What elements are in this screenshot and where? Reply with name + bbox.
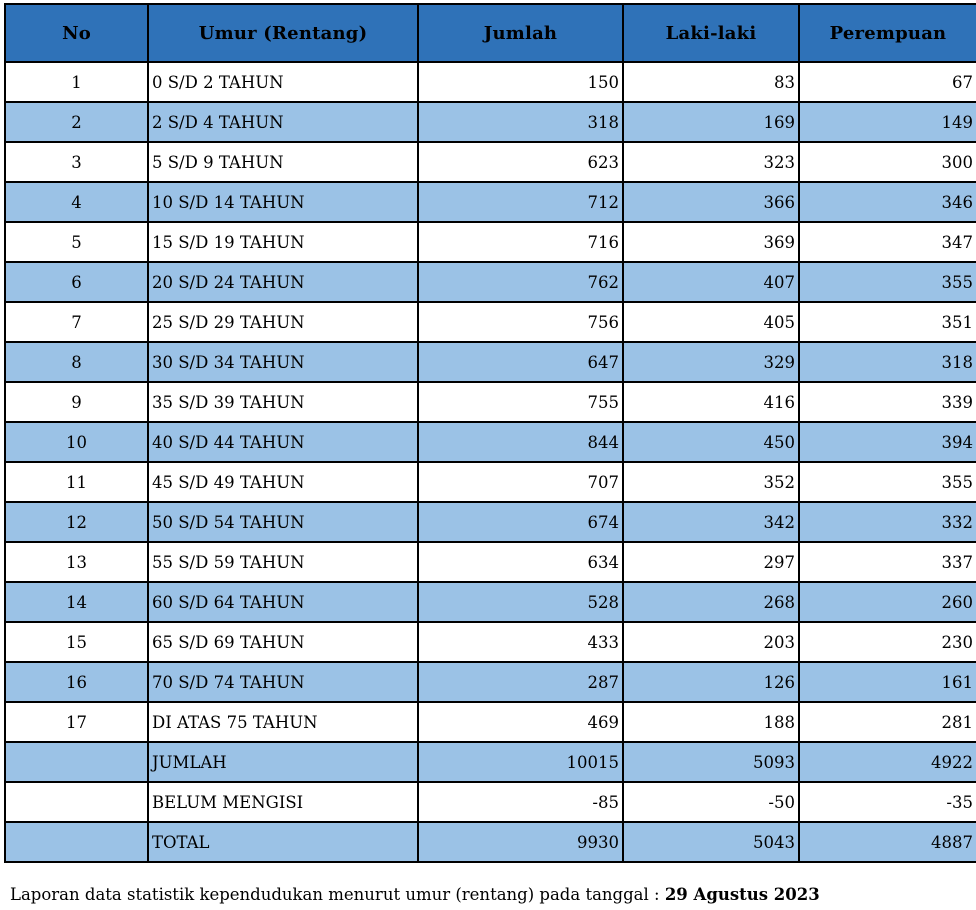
table-header-row (5, 4, 976, 62)
cell-no: 4 (5, 182, 148, 222)
cell-age-range: 5 S/D 9 TAHUN (148, 142, 418, 182)
cell-total: 528 (418, 582, 623, 622)
cell-total: 674 (418, 502, 623, 542)
cell-total: 716 (418, 222, 623, 262)
table-row (5, 822, 976, 862)
cell-female: 394 (799, 422, 976, 462)
cell-no: 3 (5, 142, 148, 182)
cell-no (5, 822, 148, 862)
table-row (5, 422, 976, 462)
cell-no: 13 (5, 542, 148, 582)
table-row (5, 782, 976, 822)
cell-no (5, 742, 148, 782)
header-age-range: Umur (Rentang) (148, 4, 418, 62)
cell-total: 844 (418, 422, 623, 462)
cell-male: 342 (623, 502, 799, 542)
caption-text: Laporan data statistik kependudukan menurut umur (rentang) pada tanggal : (10, 885, 665, 904)
header-no: No (5, 4, 148, 62)
cell-age-range: DI ATAS 75 TAHUN (148, 702, 418, 742)
table-row (5, 302, 976, 342)
cell-female: 149 (799, 102, 976, 142)
cell-age-range: 70 S/D 74 TAHUN (148, 662, 418, 702)
cell-age-range: 60 S/D 64 TAHUN (148, 582, 418, 622)
cell-male: 323 (623, 142, 799, 182)
cell-female: 355 (799, 462, 976, 502)
cell-age-range: 15 S/D 19 TAHUN (148, 222, 418, 262)
cell-age-range: 25 S/D 29 TAHUN (148, 302, 418, 342)
table-row (5, 382, 976, 422)
cell-male: -50 (623, 782, 799, 822)
table-row (5, 222, 976, 262)
cell-no: 14 (5, 582, 148, 622)
table-row (5, 702, 976, 742)
cell-female: 67 (799, 62, 976, 102)
cell-male: 416 (623, 382, 799, 422)
cell-female: 260 (799, 582, 976, 622)
cell-age-range: 45 S/D 49 TAHUN (148, 462, 418, 502)
cell-male: 450 (623, 422, 799, 462)
cell-male: 268 (623, 582, 799, 622)
cell-female: 339 (799, 382, 976, 422)
cell-male: 188 (623, 702, 799, 742)
cell-total: 623 (418, 142, 623, 182)
table-row (5, 182, 976, 222)
cell-total: 647 (418, 342, 623, 382)
cell-total: 712 (418, 182, 623, 222)
cell-total: 10015 (418, 742, 623, 782)
cell-male: 329 (623, 342, 799, 382)
table-row (5, 582, 976, 622)
cell-female: 337 (799, 542, 976, 582)
cell-age-range: 65 S/D 69 TAHUN (148, 622, 418, 662)
cell-male: 126 (623, 662, 799, 702)
table-row (5, 662, 976, 702)
cell-no: 11 (5, 462, 148, 502)
table-body (5, 62, 976, 862)
cell-no: 17 (5, 702, 148, 742)
cell-female: 300 (799, 142, 976, 182)
cell-no: 2 (5, 102, 148, 142)
cell-no: 16 (5, 662, 148, 702)
cell-no (5, 782, 148, 822)
cell-age-range: TOTAL (148, 822, 418, 862)
cell-total: 150 (418, 62, 623, 102)
table-row (5, 502, 976, 542)
cell-total: 634 (418, 542, 623, 582)
cell-total: 469 (418, 702, 623, 742)
cell-female: 347 (799, 222, 976, 262)
cell-no: 7 (5, 302, 148, 342)
cell-female: 4887 (799, 822, 976, 862)
table-row (5, 102, 976, 142)
cell-no: 9 (5, 382, 148, 422)
header-total: Jumlah (418, 4, 623, 62)
cell-total: 762 (418, 262, 623, 302)
cell-age-range: 0 S/D 2 TAHUN (148, 62, 418, 102)
cell-female: 161 (799, 662, 976, 702)
cell-male: 405 (623, 302, 799, 342)
cell-male: 297 (623, 542, 799, 582)
table-row (5, 62, 976, 102)
cell-female: 318 (799, 342, 976, 382)
table-row (5, 342, 976, 382)
cell-female: -35 (799, 782, 976, 822)
table-row (5, 462, 976, 502)
cell-no: 5 (5, 222, 148, 262)
age-statistics-table (4, 3, 976, 863)
table-row (5, 622, 976, 662)
cell-total: 756 (418, 302, 623, 342)
cell-age-range: 40 S/D 44 TAHUN (148, 422, 418, 462)
cell-female: 281 (799, 702, 976, 742)
cell-female: 351 (799, 302, 976, 342)
cell-no: 15 (5, 622, 148, 662)
cell-male: 352 (623, 462, 799, 502)
cell-male: 407 (623, 262, 799, 302)
cell-female: 332 (799, 502, 976, 542)
cell-age-range: 35 S/D 39 TAHUN (148, 382, 418, 422)
report-caption (10, 885, 820, 904)
cell-age-range: 10 S/D 14 TAHUN (148, 182, 418, 222)
cell-male: 83 (623, 62, 799, 102)
cell-no: 8 (5, 342, 148, 382)
cell-total: 318 (418, 102, 623, 142)
header-male: Laki-laki (623, 4, 799, 62)
cell-no: 1 (5, 62, 148, 102)
cell-male: 5043 (623, 822, 799, 862)
cell-male: 169 (623, 102, 799, 142)
cell-no: 6 (5, 262, 148, 302)
cell-male: 369 (623, 222, 799, 262)
cell-no: 10 (5, 422, 148, 462)
cell-female: 355 (799, 262, 976, 302)
cell-total: 433 (418, 622, 623, 662)
report-date: 29 Agustus 2023 (664, 885, 820, 904)
cell-total: 9930 (418, 822, 623, 862)
cell-age-range: 55 S/D 59 TAHUN (148, 542, 418, 582)
cell-total: 755 (418, 382, 623, 422)
header-female: Perempuan (799, 4, 976, 62)
cell-age-range: BELUM MENGISI (148, 782, 418, 822)
cell-female: 230 (799, 622, 976, 662)
table-row (5, 542, 976, 582)
cell-male: 203 (623, 622, 799, 662)
cell-total: -85 (418, 782, 623, 822)
table-row (5, 742, 976, 782)
cell-male: 366 (623, 182, 799, 222)
cell-male: 5093 (623, 742, 799, 782)
cell-total: 287 (418, 662, 623, 702)
cell-female: 346 (799, 182, 976, 222)
table-row (5, 262, 976, 302)
cell-age-range: JUMLAH (148, 742, 418, 782)
cell-female: 4922 (799, 742, 976, 782)
cell-age-range: 2 S/D 4 TAHUN (148, 102, 418, 142)
cell-age-range: 50 S/D 54 TAHUN (148, 502, 418, 542)
cell-no: 12 (5, 502, 148, 542)
table-row (5, 142, 976, 182)
cell-age-range: 30 S/D 34 TAHUN (148, 342, 418, 382)
cell-total: 707 (418, 462, 623, 502)
cell-age-range: 20 S/D 24 TAHUN (148, 262, 418, 302)
